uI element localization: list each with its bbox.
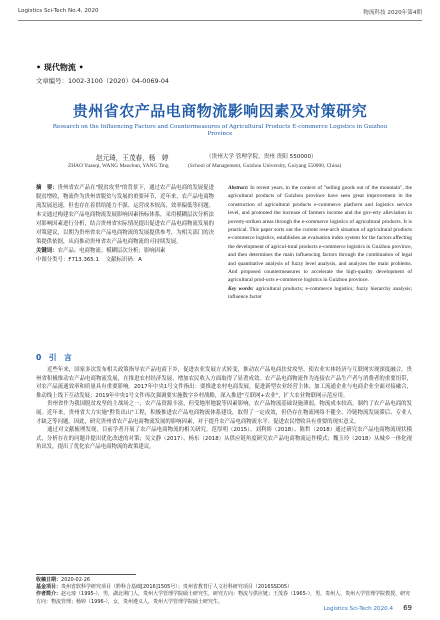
abstract-english [228, 184, 412, 302]
fund-text: 贵州省软科学研究项目（黔科合基础[2016]1505号）；贵州省教育厅人文社科研究项目（2016SSD05） [61, 584, 293, 591]
abstract-chinese [36, 184, 214, 265]
abstract-text: 贵州省农产品在"脱贫攻坚"的背景下，通过农产品电商的发展促进脱贫增收，物流作为贵州省脱贫与发展的重要环节，近年来，农产品电商物流发展迅速，但也存在着供给能力不强、运营成本较高、效率偏低等问题。本文通过构建农产品电商物流发展影响因素指标体系，采用模糊层次分析法对影响因素进行分析，结合贵州省实际情况提出促进农产品电商物流发展的对策建议，以期为贵州省农产品电商物流的发展提供参考，为相关部门的决策提供依据，从而推动贵州省农产品电商物流的可持续发展。 [36, 185, 214, 245]
section-heading: 0 引 言 [36, 353, 72, 362]
intro-paragraph: 近些年来，国家多次发布相关政策指导农产品电商下乡，促进农业发展方式转变，推动农产品电商扶贫攻坚，使农业实体经济与互联网实现深度融合，贵州省积极推动农产品电商物流发展，在推进农村经济发展、增加农民收入方面取得了显著成效。农产品电商物流作为连接农产品生产者与消费者的重要纽带，对农产品流通效率和质量具有重要影响。2017年中央1号文件指出：要推进农村电商发展，促进新型农业经营主体、加工流通企业与电商企业全面对接融合，推动线上线下互动发展；2019年中央1号文件再次强调要实施数字乡村战略，深入推进"互联网+农业"，扩大农业物联网示范应用。 [36, 367, 412, 399]
authors: 赵元琦，王茂春，杨 婷 [96, 154, 169, 162]
introduction-body [36, 366, 412, 452]
intro-paragraph: 贵州省作为我国脱贫攻坚的主战场之一，农产品资源丰富，但受地形地貌等因素影响，农产品物流基础设施薄弱，物流成本较高，制约了农产品电商的发展。近年来，贵州省大力实施"黔货出山"工程，积极推进农产品电商物流体系建设，取得了一定成效，但仍存在物流网络不健全、冷链物流发展滞后、专业人才缺乏等问题。因此，研究贵州省农产品电商物流发展的影响因素，对于提升农产品电商物流水平、促进农民增收具有重要的现实意义。 [36, 401, 412, 425]
intro-paragraph: 通过对文献梳理发现，目前学者开展了农产品电商物流的相关研究。范厚明（2015）、刘利娇（2018）、陈哲（2018）通过研究农产品电商物流现状模式，分析存在的问题并提出优化改进的对策；吴文静（2017）、杨东（2018）从供应链角度研究农产品电商物流运作模式；魏玉玲（2018）从城乡一体化视角出发，提出了优化农产品电商物流的政策建议。 [36, 427, 412, 451]
column-tag: • 现代物流 • [36, 63, 84, 72]
paper-title: 贵州省农产品电商物流影响因素及对策研究 [72, 102, 368, 120]
document-code: 文献标识码：A [105, 257, 142, 263]
keywords-en-label: Key words: [228, 285, 254, 292]
running-header-left: Logistics Sci-Tech No.4, 2020 [18, 8, 99, 14]
bio-label: 作者简介： [36, 591, 62, 598]
keywords-label: 关键词： [36, 248, 58, 254]
abstract-en-text: In recent years, in the context of "selling goods out of the mountain", the agricultural products of Guizhou province have seen great improvement in the construction of agricultural products e-commerce platform and logistics service level, and promoted the increase of farmers income and the gov-erty alleviation in poverty-striken areas through the e-commerce logistics of agricultural products. It is practical. This paper sorts out the current rese-arch situation of agricultural products e-commerce logistics, establishes an evaluation index system for the factors affecting the development of agricul-tural products e-commerce logistics in Guizhou province, and then determines the main influencing factors through the combination of legal and quantitative analysis of fuzzy level analysis, and analyzes the main problems. And proposed countermeasures to accelerate the high-quality development of agricultural prod-ucts e-commerce logistics in Guizhou province. [228, 185, 412, 284]
running-header [18, 8, 422, 21]
footnote-divider [36, 574, 136, 575]
paper-title-english: Research on the Influencing Factors and Countermeasures of Agricultural Products E-commerce Logistics in Guizhou Province [52, 124, 388, 138]
page-number: 69 [403, 604, 412, 612]
footnote [36, 577, 412, 606]
affiliation-english: (School of Management, Guizhou University, Guiyang 550000, China) [188, 163, 342, 169]
keywords-text: 农产品；电商物流；模糊层次分析；影响因素 [57, 248, 166, 254]
received-label: 收稿日期： [36, 577, 62, 583]
clc-number: 中图分类号：F713.365.1 [36, 257, 99, 263]
fund-label: 基金项目： [36, 584, 62, 591]
authors-english: ZHAO Yuanqi, WANG Maochun, YANG Ting [68, 163, 169, 169]
page-footer [324, 604, 412, 612]
footer-journal: Logistics Sci-Tech 2020.4 [323, 606, 394, 612]
bio-text: 赵元琦（1995-），男，湖北荆门人，贵州大学管理学院硕士研究生，研究方向：物流与供应链；王茂春（1965-），男，贵州人，贵州大学管理学院教授，研究方向：物流管理；杨婷（1996-），女，贵州遵义人，贵州大学管理学院硕士研究生。 [36, 591, 411, 605]
running-header-right: 物流科技 2020年第4期 [363, 10, 422, 16]
keywords-en-text: agricultural products; e-commerce logistics; fuzzy hierarchy analysis; influence factor [228, 285, 412, 301]
article-number: 文章编号：1002-3100（2020）04-0069-04 [36, 77, 169, 85]
received-date: 2020-02-26 [61, 577, 91, 583]
abstract-en-label: Abstract: [228, 185, 249, 191]
abstract-label: 摘 要： [36, 185, 58, 191]
affiliation: （贵州大学 管理学院，贵州 贵阳 550000） [206, 154, 317, 160]
